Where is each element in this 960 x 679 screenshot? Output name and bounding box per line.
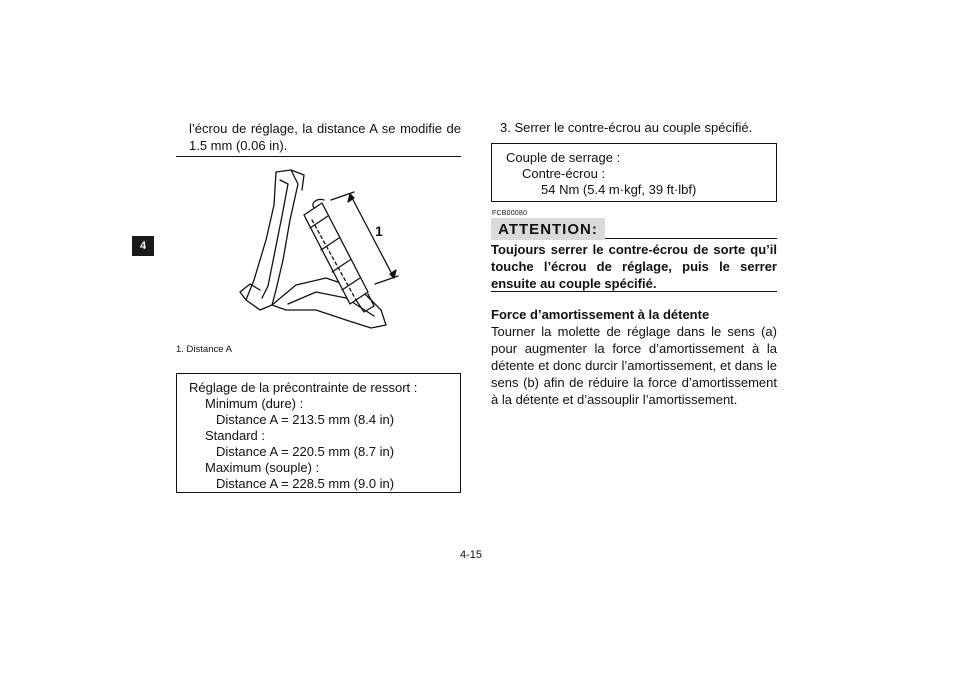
swingarm-frame [240,170,386,328]
intro-text: l’écrou de réglage, la distance A se modifie de 1.5 mm (0.06 in). [189,121,461,153]
shock-absorber-illustration [176,160,461,340]
attention-text: Toujours serrer le contre-écrou de sorte qu’il touche l’écrou de réglage, puis le serrer ensuite au couple spécifié. [491,242,777,291]
torque-box-title: Couple de serrage : [506,150,621,165]
chapter-tab: 4 [132,236,154,256]
attention-top-rule [605,238,777,239]
figure-caption: 1. Distance A [176,344,232,355]
intro-divider [176,156,461,157]
figure-callout: 1 [375,223,383,239]
attention-label: ATTENTION: [491,218,605,240]
attention-bottom-rule [491,291,777,292]
damping-heading: Force d’amortissement à la détente [491,307,710,322]
torque-value: 54 Nm (5.4 m·kgf, 39 ft·lbf) [541,182,697,197]
spring-box-title: Réglage de la précontrainte de ressort : [189,380,418,395]
torque-spec-box [491,143,777,202]
spring-std-label: Standard : [205,428,265,443]
attention-code: FCB00080 [492,210,528,217]
damping-body: Tourner la molette de réglage dans le sens (a) pour augmenter la force d’amortissement à la détente et donc durcir l’amortissement, et dans le sens (b) afin de réduire la force d’amortissement à la détente et d’assouplir l’amortissement. [491,324,777,407]
spring-max-value: Distance A = 228.5 mm (9.0 in) [216,476,395,491]
spring-preload-spec-box [176,373,461,493]
step-3-text: 3. Serrer le contre-écrou au couple spécifié. [500,120,753,135]
spring-min-label: Minimum (dure) : [205,396,304,411]
spring-min-value: Distance A = 213.5 mm (8.4 in) [216,412,395,427]
torque-item: Contre-écrou : [522,166,606,181]
spring-std-value: Distance A = 220.5 mm (8.7 in) [216,444,395,459]
spring-max-label: Maximum (souple) : [205,460,320,475]
page-number: 4-15 [460,549,483,561]
